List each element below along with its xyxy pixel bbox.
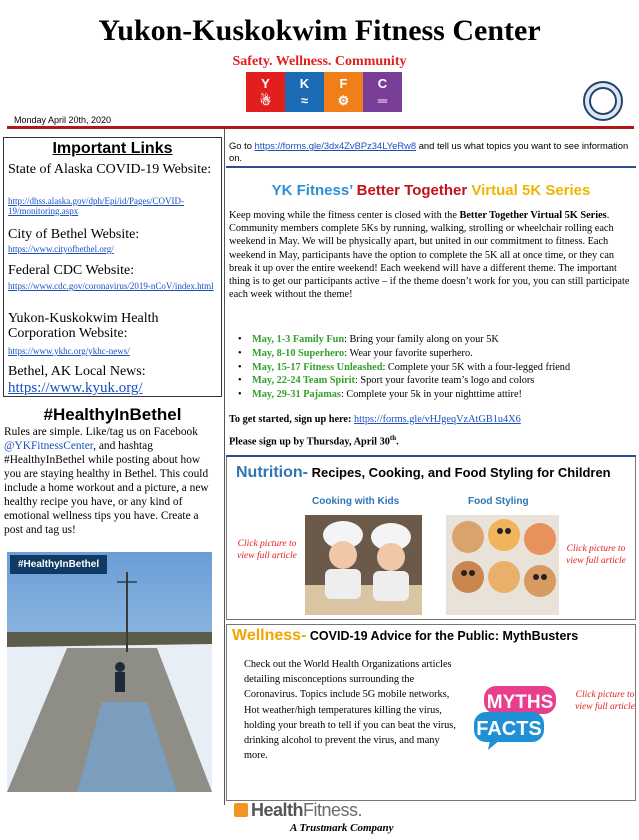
facebook-handle[interactable]: @YKFitnessCenter <box>4 440 94 452</box>
tagline: Safety. Wellness. Community <box>232 54 407 69</box>
link-label-ykhc: Yukon-Kuskokwim Health Corporation Website: <box>8 311 159 341</box>
virtual-5k-title: YK Fitness’ Better Together Virtual 5K Series <box>271 182 591 199</box>
list-item: • May, 29-31 Pajamas: Complete your 5k in your nighttime attire! <box>238 389 522 401</box>
column-divider <box>224 129 225 805</box>
healthy-photo-badge: #HealthyInBethel <box>10 555 107 574</box>
myths-label: MYTHS <box>486 692 554 713</box>
healthfitness-logo: HealthFitness. <box>234 800 362 821</box>
logo-tile-f: F ⚙ <box>324 72 363 112</box>
link-alaska-covid[interactable]: http://dhss.alaska.gov/dph/Epi/id/Pages/COVID-19/monitoring.aspx <box>8 196 184 216</box>
nutrition-click-note-left: Click picture to view full article <box>237 539 297 561</box>
cooking-with-kids-picture[interactable] <box>305 515 422 615</box>
signup-link[interactable]: https://forms.gle/vHJgeqVzAtGB1u4X6 <box>354 414 521 425</box>
topics-survey-text: Go to https://forms.gle/3dx4ZvBPz34LYeRw8 and tell us what topics you want to see information on. <box>229 140 629 163</box>
newsletter-title: Yukon-Kuskokwim Fitness Center <box>98 14 541 47</box>
food-styling-caption: Food Styling <box>468 496 529 507</box>
issue-date: Monday April 20th, 2020 <box>14 115 112 125</box>
dumbbell-icon: ═ <box>377 93 388 108</box>
link-label-cdc: Federal CDC Website: <box>8 263 135 278</box>
swim-icon: ≈ <box>300 93 309 108</box>
signup-text: To get started, sign up here: https://forms.gle/vHJgeqVzAtGB1u4X6 <box>229 414 521 425</box>
wellness-description: Check out the World Health Organizations articles detailing misconceptions surrounding the Coronavirus. Topics include 5G mobile networks, Hot weather/high temperatures killing the virus, holding your breath to tell if you can beat the virus, drinking alcohol to prevent the virus, and many more. <box>244 659 456 762</box>
topics-survey-link[interactable]: https://forms.gle/3dx4ZvBPz34LYeRw8 <box>254 140 417 151</box>
link-city-of-bethel[interactable]: https://www.cityofbethel.org/ <box>8 244 114 254</box>
list-item: • May, 22-24 Team Spirit: Sport your favorite team’s logo and colors <box>238 375 535 387</box>
facts-label: FACTS <box>476 718 542 740</box>
healthy-in-bethel-title: #HealthyInBethel <box>43 405 182 424</box>
logo-tile-y: Y ☃ <box>246 72 285 112</box>
city-seal-icon <box>583 81 623 121</box>
bike-icon: ⚙ <box>337 93 350 108</box>
topics-divider <box>226 166 636 168</box>
healthy-photo <box>7 552 212 792</box>
list-item: • May, 8-10 Superhero: Wear your favorite superhero. <box>238 347 473 359</box>
list-item: • May, 1-3 Family Fun: Bring your family along on your 5K <box>238 334 499 345</box>
healthy-rules-text: Rules are simple. Like/tag us on Facebook @YKFitnessCenter, and hashtag #HealthyInBethel while posting about how you are staying healthy in Bethel. This could include a home workout and a picture, a new healthy recipe you have, or any kind of emotional wellness tips you have. Create a post and tag us! <box>4 426 209 536</box>
important-links-title: Important Links <box>52 140 173 157</box>
link-label-bethel: City of Bethel Website: <box>8 227 140 242</box>
logo-tile-c: C ═ <box>363 72 402 112</box>
logo-tile-k: K ≈ <box>285 72 324 112</box>
yoga-icon: ☃ <box>259 93 272 108</box>
link-cdc[interactable]: https://www.cdc.gov/coronavirus/2019-nCoV/index.html <box>8 281 214 291</box>
healthfitness-mark-icon <box>234 803 248 817</box>
wellness-click-note: Click picture to view full article <box>575 690 635 712</box>
ykfc-logo <box>246 72 402 112</box>
nutrition-title: Nutrition- Recipes, Cooking, and Food Styling for Children <box>236 464 611 481</box>
link-label-news: Bethel, AK Local News: <box>8 364 146 379</box>
list-item: • May, 15-17 Fitness Unleashed: Complete your 5K with a four-legged friend <box>238 361 571 373</box>
food-styling-picture[interactable] <box>446 515 559 615</box>
weekend-theme-list <box>238 333 633 402</box>
nutrition-click-note-right: Click picture to view full article <box>566 544 626 566</box>
link-ykhc[interactable]: https://www.ykhc.org/ykhc-news/ <box>8 346 130 356</box>
link-label-alaska: State of Alaska COVID-19 Website: <box>8 162 212 177</box>
virtual-5k-description: Keep moving while the fitness center is closed with the Better Together Virtual 5K Series. Community members complete 5Ks by running, walking, strolling or wheelchair rolling each weekend in May. We will be physically apart, but united in our commitment to fitness. Each weekend in May, participants have the option to complete the 5K all at once time, or they can break it up over the entire weekend! Each weekend will have a different theme. The important thing is to get our participants active – if the theme doesn’t work for you, you can still participate each week without the theme! <box>229 210 630 301</box>
link-kyuk[interactable]: https://www.kyuk.org/ <box>8 380 143 396</box>
myths-facts-picture[interactable] <box>470 680 570 750</box>
signup-deadline: Please sign up by Thursday, April 30th. <box>229 434 399 448</box>
trustmark-tagline: A Trustmark Company <box>290 822 394 834</box>
cooking-with-kids-caption: Cooking with Kids <box>312 496 400 507</box>
wellness-title: Wellness- COVID-19 Advice for the Public: MythBusters <box>232 627 579 644</box>
header-divider <box>7 126 634 129</box>
